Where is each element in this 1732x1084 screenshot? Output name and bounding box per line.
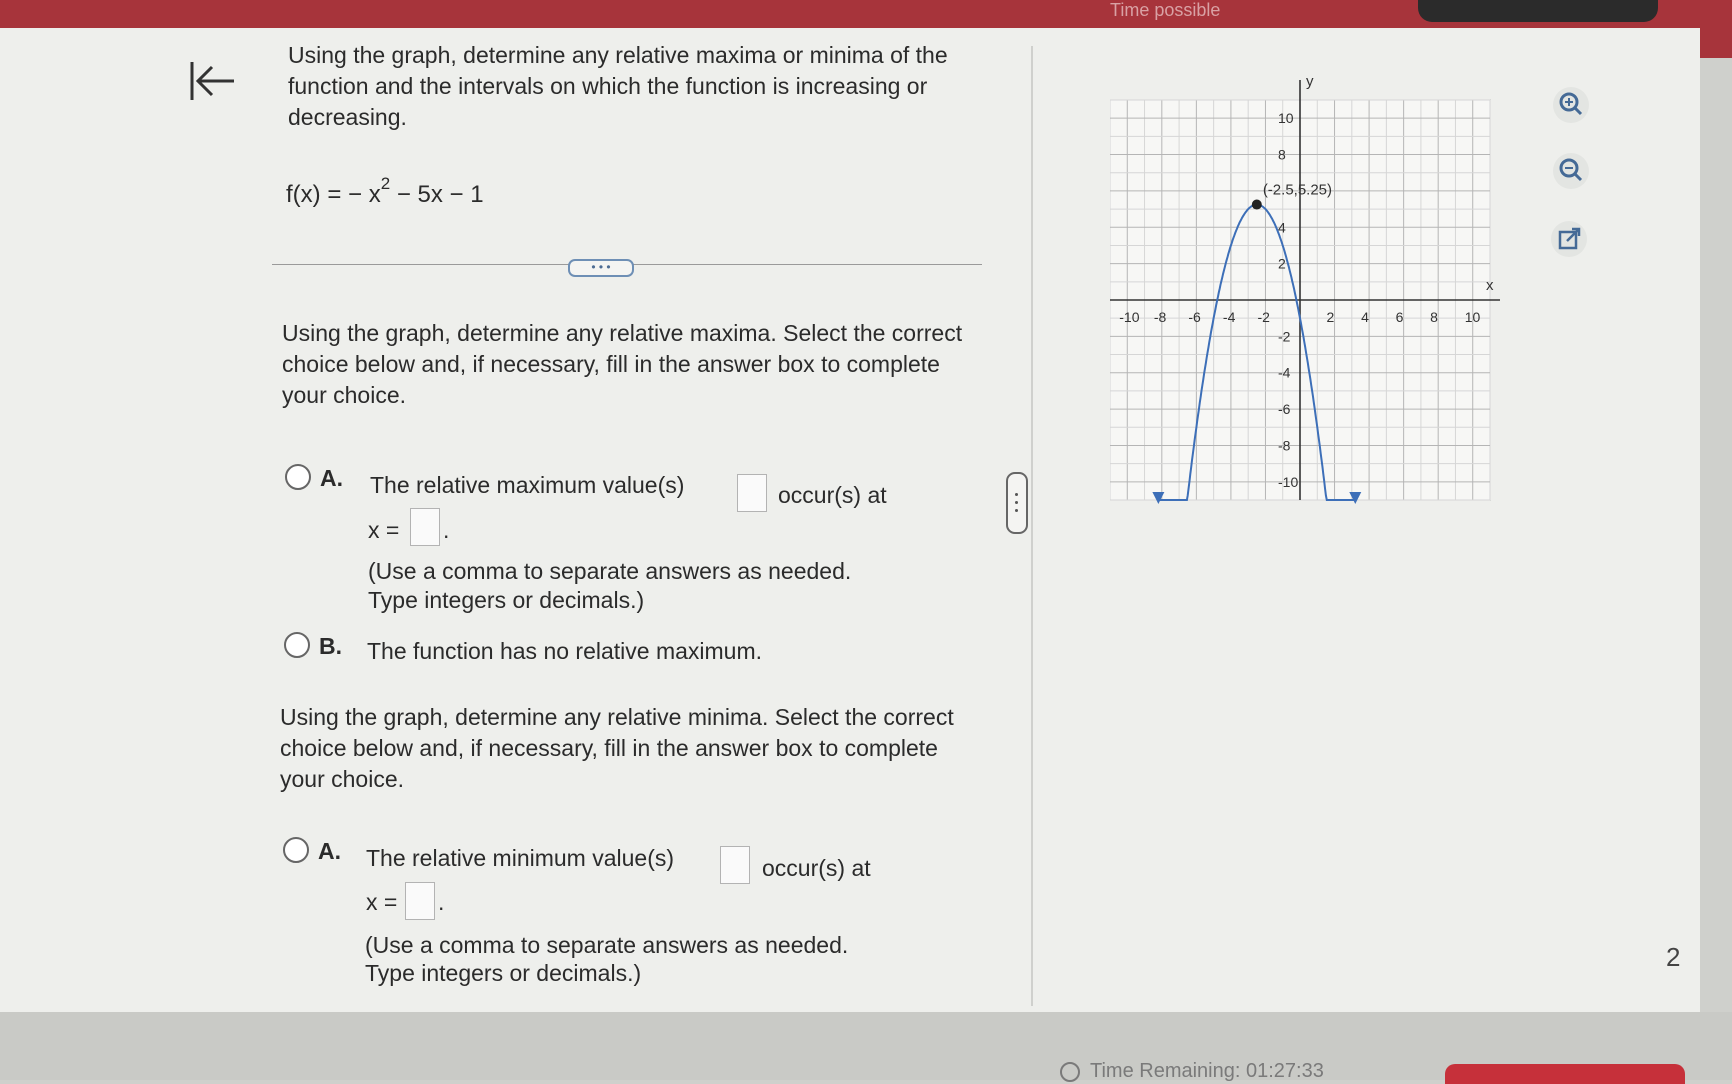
max-x-input[interactable] (410, 508, 440, 546)
intro-text: Using the graph, determine any relative maxima or minima of the function and the intervals on which the function is increasing or decreasing. (288, 42, 948, 130)
y-tick-label: 2 (1278, 255, 1286, 272)
header-faded-text: Time possible (1110, 0, 1221, 20)
x-tick-label: -8 (1153, 309, 1167, 325)
formula-rhs: − 5x − 1 (390, 181, 484, 208)
minima-prompt: Using the graph, determine any relative minima. Select the correct choice below and, if necessary, fill in the answer box to complete your choice. (280, 704, 954, 792)
min-option-a-occurs: occur(s) at (762, 855, 871, 881)
zoom-out-icon[interactable] (1552, 152, 1590, 190)
min-x-label: x = (366, 889, 398, 915)
x-tick-label: -10 (1119, 309, 1140, 325)
x-tick-label: 2 (1326, 309, 1335, 325)
y-tick-label: 10 (1278, 110, 1294, 127)
min-option-a-letter: A. (318, 838, 341, 864)
x-tick-label: 8 (1430, 309, 1438, 325)
max-x-label: x = (368, 517, 400, 543)
x-tick-label: 6 (1395, 309, 1404, 325)
formula-lhs: f(x) = − x (286, 181, 381, 208)
min-x-suffix: . (438, 889, 445, 915)
y-tick-label: -2 (1278, 328, 1291, 345)
y-tick-label: -4 (1278, 364, 1291, 381)
vertex-point (1252, 200, 1262, 210)
clock-icon (1060, 1062, 1080, 1082)
max-option-a-letter: A. (320, 465, 343, 491)
vertex-label: (-2.5,5.25) (1262, 181, 1333, 199)
x-tick-label: -2 (1257, 309, 1270, 325)
min-x-input[interactable] (405, 882, 435, 920)
x-tick-label: -4 (1222, 309, 1236, 325)
x-tick-label: 10 (1464, 309, 1481, 325)
y-tick-label: -10 (1278, 473, 1299, 490)
min-note-2: Type integers or decimals.) (365, 960, 642, 986)
back-arrow-icon[interactable] (188, 58, 238, 104)
min-option-a-text: The relative minimum value(s) (366, 845, 675, 871)
zoom-in-icon[interactable] (1552, 86, 1590, 124)
max-note-2: Type integers or decimals.) (368, 587, 645, 613)
min-value-input[interactable] (720, 846, 750, 884)
y-tick-label: 4 (1278, 219, 1286, 236)
max-option-b-radio[interactable] (284, 632, 310, 658)
max-option-a-text: The relative maximum value(s) (370, 472, 685, 498)
max-option-a-radio[interactable] (285, 464, 311, 490)
side-number: 2 (1666, 942, 1681, 972)
top-bar-pill[interactable] (1418, 0, 1658, 22)
max-value-input[interactable] (737, 474, 767, 512)
x-axis-label: x (1486, 277, 1494, 294)
function-formula (286, 172, 484, 210)
popout-icon[interactable] (1550, 220, 1588, 258)
next-button[interactable] (1445, 1064, 1685, 1084)
max-option-a-occurs: occur(s) at (778, 482, 887, 508)
x-tick-label: -6 (1188, 309, 1201, 325)
max-option-b-text: The function has no relative maximum. (367, 638, 763, 664)
max-note-1: (Use a comma to separate answers as needed. (368, 558, 852, 584)
max-x-suffix: . (443, 517, 450, 543)
min-note-1: (Use a comma to separate answers as needed. (365, 932, 849, 958)
x-tick-label: 4 (1361, 309, 1369, 325)
y-tick-label: 8 (1278, 146, 1286, 163)
y-tick-label: -6 (1278, 401, 1291, 418)
function-graph (1110, 70, 1520, 510)
timer-text: Time Remaining: 01:27:33 (1090, 1060, 1324, 1082)
max-option-b-letter: B. (319, 633, 342, 659)
maxima-prompt: Using the graph, determine any relative maxima. Select the correct choice below and, if necessary, fill in the answer box to complete your choice. (282, 320, 963, 408)
min-option-a-radio[interactable] (283, 837, 309, 863)
formula-exponent: 2 (380, 174, 391, 193)
pane-splitter-handle[interactable] (1006, 472, 1028, 534)
y-axis-label: y (1306, 73, 1314, 90)
more-button[interactable]: • • • (568, 259, 634, 277)
y-tick-label: -8 (1278, 437, 1291, 454)
pane-divider (1031, 46, 1033, 1006)
